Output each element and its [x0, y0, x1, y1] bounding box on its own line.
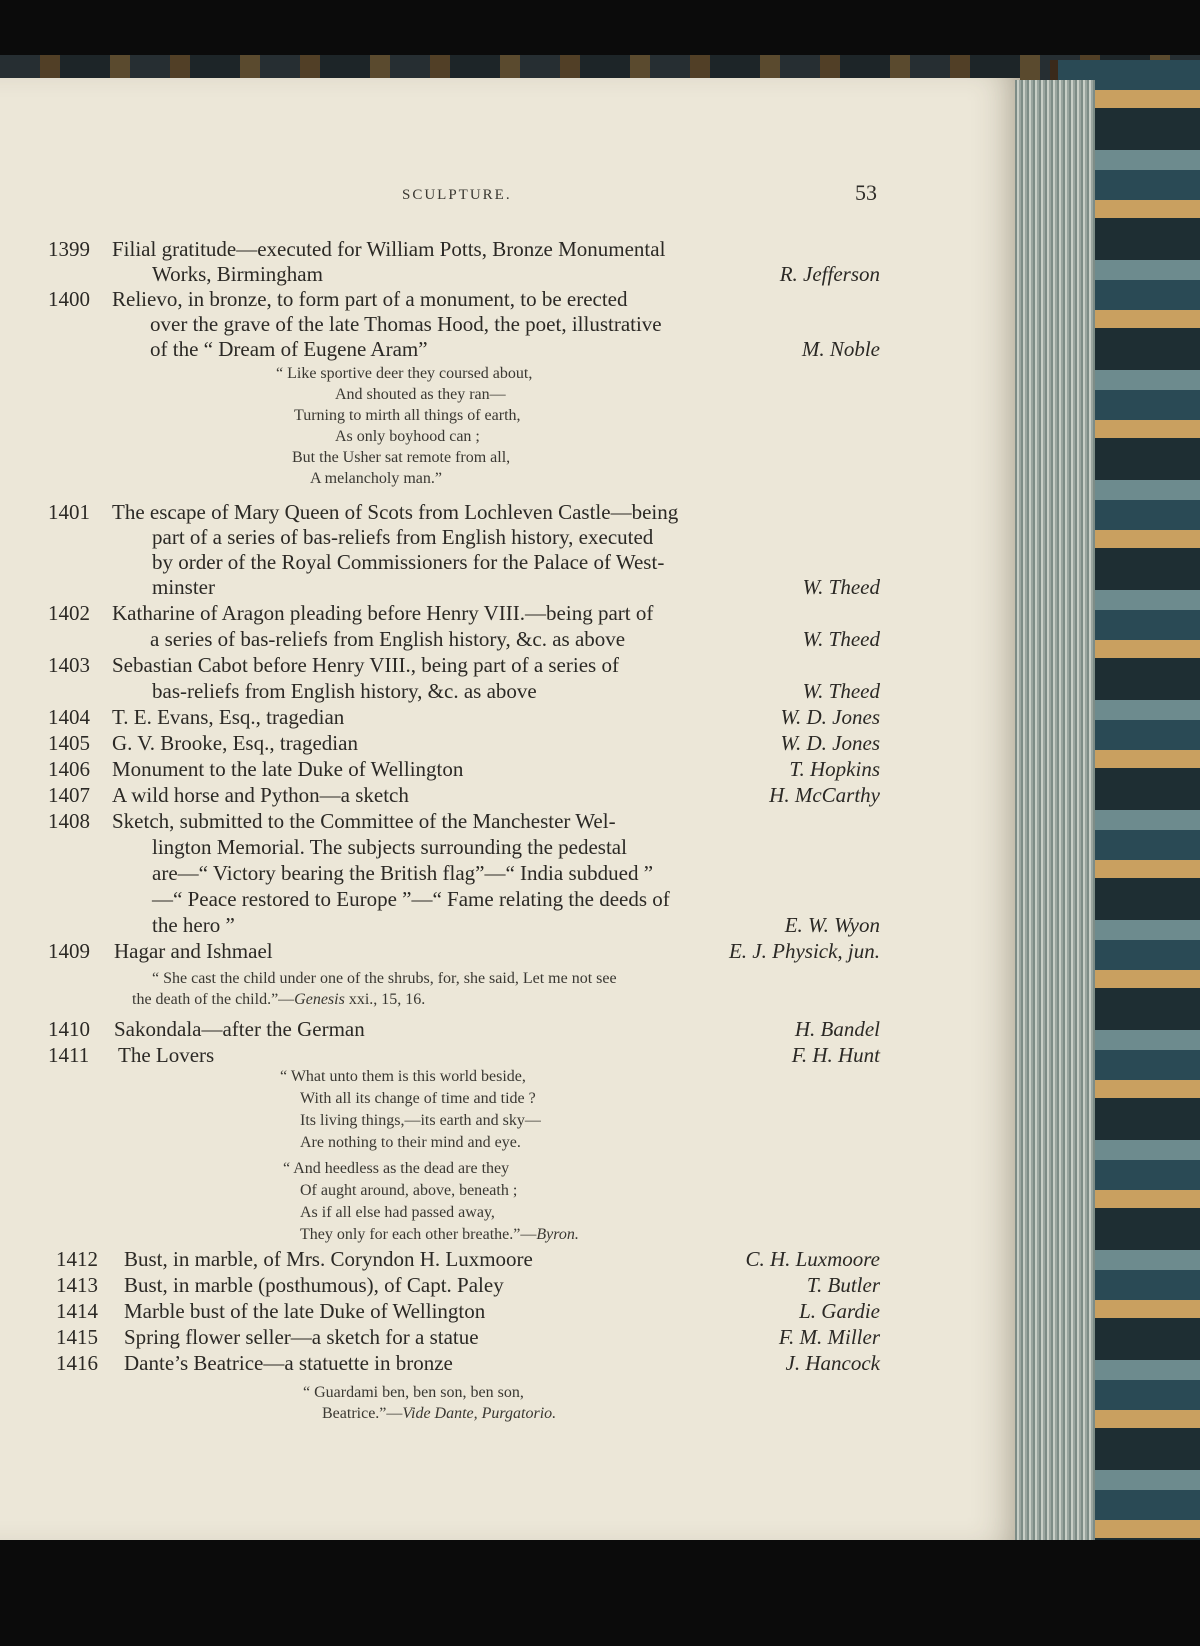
- artist-name: W. Theed: [802, 679, 880, 703]
- artist-name: E. J. Physick, jun.: [728, 939, 880, 963]
- quote-line: “ Guardami ben, ben son, ben son,: [303, 1384, 524, 1401]
- entry-1408-cont2: are—“ Victory bearing the British flag”—“ India subdued ”: [152, 861, 654, 885]
- entry-1408-cont3: —“ Peace restored to Europe ”—“ Fame relating the deeds of: [152, 887, 670, 911]
- running-head-section-text: SCULPTURE.: [402, 187, 512, 203]
- quote-line: As only boyhood can ;: [335, 428, 480, 445]
- entry-1401-cont2: by order of the Royal Commissioners for the Palace of West-: [152, 550, 665, 574]
- entry-1408: 1408 Sketch, submitted to the Committee of the Manchester Wel-: [48, 809, 616, 833]
- artist-name: W. Theed: [802, 627, 880, 651]
- entry-1413: 1413 Bust, in marble (posthumous), of Capt. Paley T. Butler: [56, 1273, 880, 1297]
- entry-1409: 1409 Hagar and Ishmael E. J. Physick, jun.: [48, 939, 880, 963]
- page-edges: [1015, 80, 1095, 1540]
- entry-1408-cont4: the hero ” E. W. Wyon: [152, 913, 880, 937]
- entry-1401-cont: part of a series of bas-reliefs from English history, executed: [152, 525, 654, 549]
- quote-line: Of aught around, above, beneath ;: [300, 1182, 518, 1199]
- quote-line: “ Like sportive deer they coursed about,: [276, 365, 533, 382]
- artist-name: J. Hancock: [785, 1351, 880, 1375]
- entry-1400-cont2: of the “ Dream of Eugene Aram” M. Noble: [150, 337, 880, 361]
- entry-1405: 1405 G. V. Brooke, Esq., tragedian W. D. Jones: [48, 731, 880, 755]
- quote-line: A melancholy man.”: [310, 470, 442, 487]
- entry-1410: 1410 Sakondala—after the German H. Bandel: [48, 1017, 880, 1041]
- artist-name: M. Noble: [801, 337, 880, 361]
- quote-line: As if all else had passed away,: [300, 1204, 495, 1221]
- artist-name: H. McCarthy: [769, 783, 880, 807]
- quote-line: “ She cast the child under one of the shrubs, for, she said, Let me not see: [152, 970, 617, 987]
- entry-1414: 1414 Marble bust of the late Duke of Wellington L. Gardie: [56, 1299, 880, 1323]
- quote-line: Beatrice.”—Vide Dante, Purgatorio.: [322, 1405, 557, 1422]
- quote-line: Turning to mirth all things of earth,: [294, 407, 521, 424]
- artist-name: E. W. Wyon: [784, 913, 880, 937]
- entry-1408-cont: lington Memorial. The subjects surrounding the pedestal: [152, 835, 627, 859]
- entry-1402: 1402 Katharine of Aragon pleading before Henry VIII.—being part of: [48, 601, 654, 625]
- entry-1403: 1403 Sebastian Cabot before Henry VIII., being part of a series of: [48, 653, 619, 677]
- artist-name: L. Gardie: [799, 1299, 880, 1323]
- artist-name: W. D. Jones: [780, 705, 880, 729]
- quote-line: “ And heedless as the dead are they: [283, 1160, 510, 1177]
- quote-line: But the Usher sat remote from all,: [292, 449, 511, 466]
- entry-1400: 1400 Relievo, in bronze, to form part of a monument, to be erected: [48, 287, 628, 311]
- entry-1400-cont: over the grave of the late Thomas Hood, the poet, illustrative: [150, 312, 662, 336]
- entry-1399: 1399 Filial gratitude—executed for William Potts, Bronze Monumental: [48, 237, 666, 261]
- page-number: 53: [855, 180, 877, 205]
- quote-line: With all its change of time and tide ?: [300, 1090, 536, 1107]
- artist-name: F. M. Miller: [778, 1325, 880, 1349]
- artist-name: T. Hopkins: [789, 757, 880, 781]
- entry-1412: 1412 Bust, in marble, of Mrs. Coryndon H. Luxmoore C. H. Luxmoore: [56, 1247, 880, 1271]
- artist-name: C. H. Luxmoore: [745, 1247, 880, 1271]
- entry-1415: 1415 Spring flower seller—a sketch for a statue F. M. Miller: [56, 1325, 880, 1349]
- quote-line: They only for each other breathe.”—Byron.: [300, 1226, 579, 1243]
- artist-name: W. D. Jones: [780, 731, 880, 755]
- artist-name: H. Bandel: [794, 1017, 880, 1041]
- artist-name: W. Theed: [802, 575, 880, 599]
- entry-1416: 1416 Dante’s Beatrice—a statuette in bronze J. Hancock: [56, 1351, 880, 1375]
- entry-1411: 1411 The Lovers F. H. Hunt: [48, 1043, 880, 1067]
- artist-name: R. Jefferson: [779, 262, 880, 286]
- entry-1407: 1407 A wild horse and Python—a sketch H. McCarthy: [48, 783, 880, 807]
- quote-line: “ What unto them is this world beside,: [280, 1068, 526, 1085]
- artist-name: F. H. Hunt: [791, 1043, 880, 1067]
- entry-1403-cont: bas-reliefs from English history, &c. as above W. Theed: [152, 679, 880, 703]
- entry-1404: 1404 T. E. Evans, Esq., tragedian W. D. Jones: [48, 705, 880, 729]
- entry-1401-cont3: minster W. Theed: [152, 575, 880, 599]
- entry-1402-cont: a series of bas-reliefs from English history, &c. as above W. Theed: [150, 627, 880, 651]
- entry-1406: 1406 Monument to the late Duke of Wellington T. Hopkins: [48, 757, 880, 781]
- quote-line: And shouted as they ran—: [335, 386, 506, 403]
- quote-line: Its living things,—its earth and sky—: [300, 1112, 541, 1129]
- quote-line: Are nothing to their mind and eye.: [300, 1134, 521, 1151]
- entry-1399-cont: Works, Birmingham R. Jefferson: [152, 262, 880, 286]
- artist-name: T. Butler: [806, 1273, 880, 1297]
- entry-1401: 1401 The escape of Mary Queen of Scots from Lochleven Castle—being: [48, 500, 679, 524]
- quote-line: the death of the child.”—Genesis xxi., 15, 16.: [132, 991, 426, 1008]
